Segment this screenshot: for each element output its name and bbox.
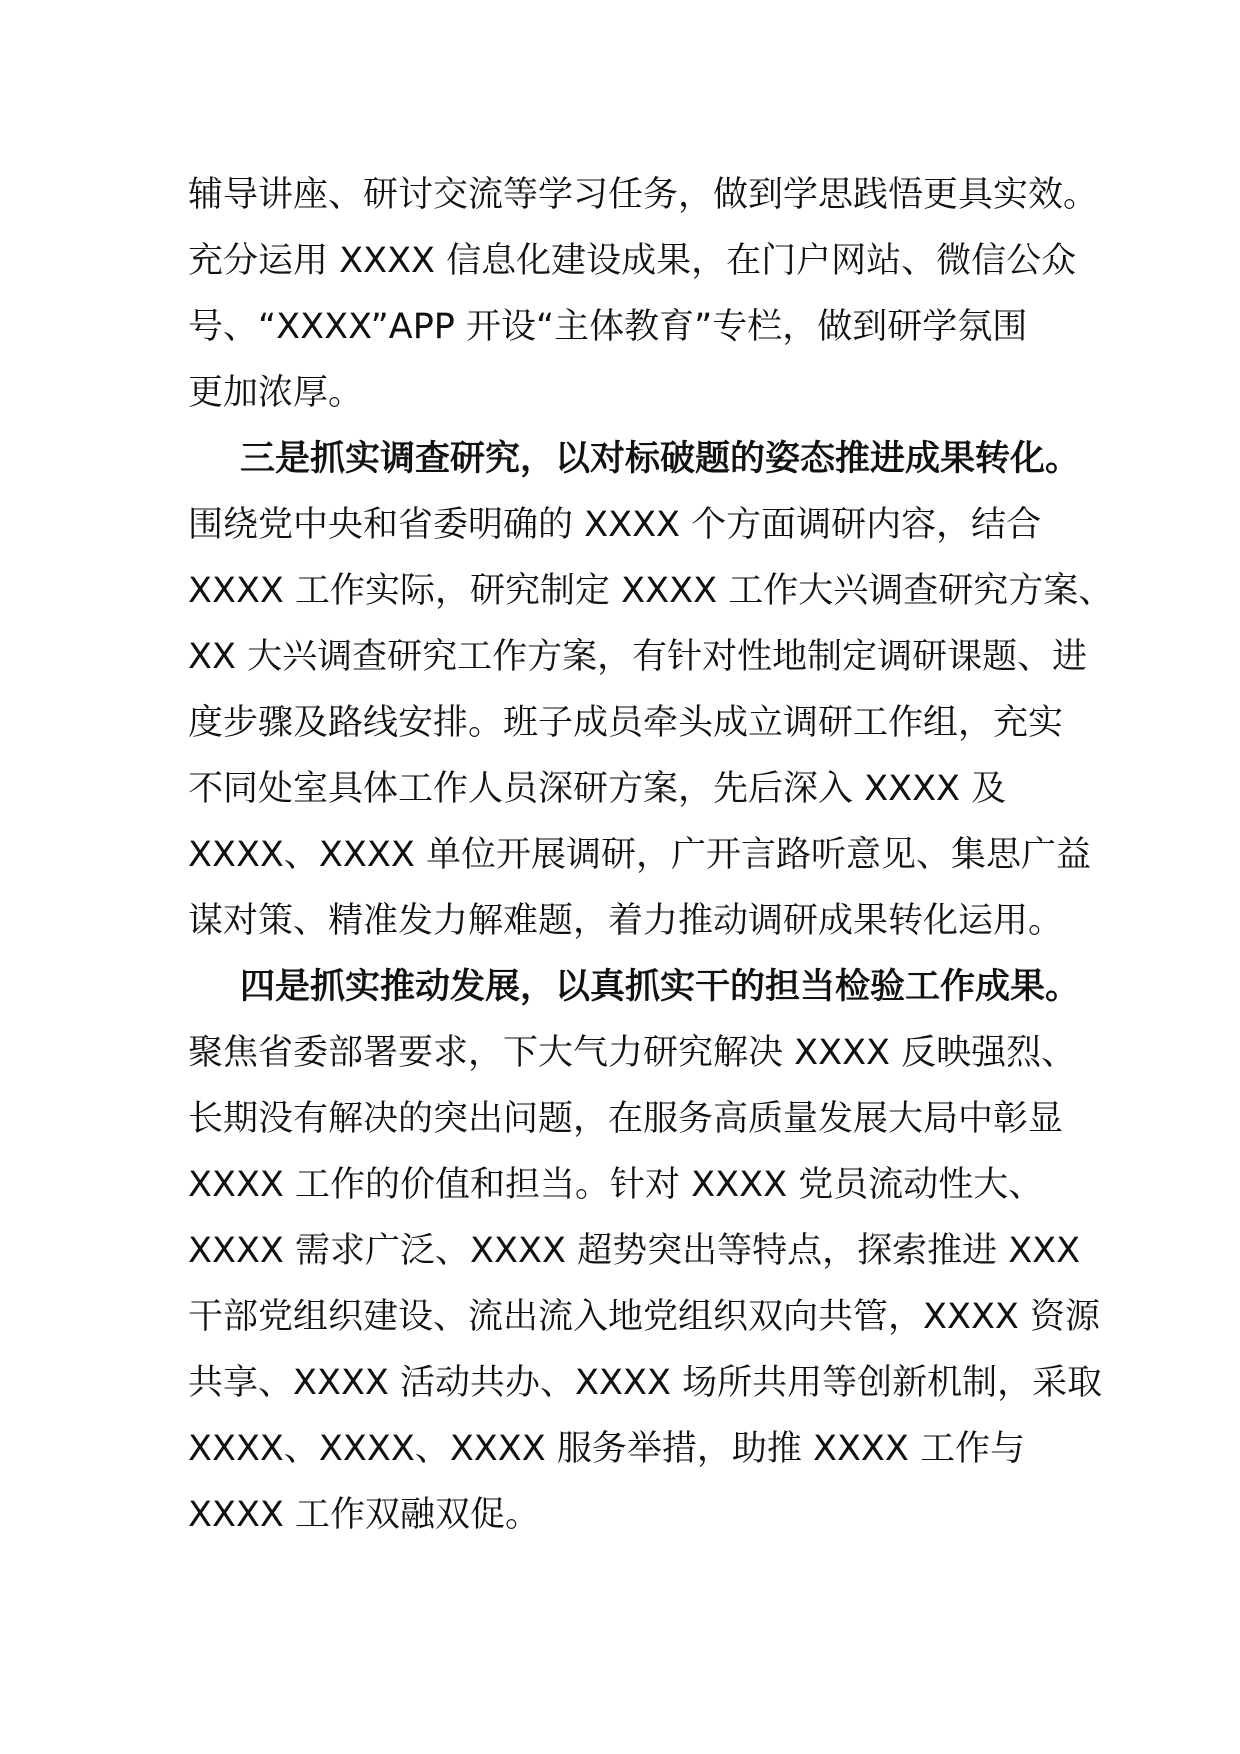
section-heading: 三是抓实调查研究，以对标破题的姿态推进成果转化。: [240, 439, 1081, 479]
body-line: 聚焦省委部署要求，下大气力研究解决 XXXX 反映强烈、: [188, 1033, 1077, 1073]
body-line: XXXX、XXXX 单位开展调研，广开言路听意见、集思广益: [188, 835, 1091, 875]
body-line: XXXX 工作实际，研究制定 XXXX 工作大兴调查研究方案、: [188, 571, 1114, 611]
body-line: 围绕党中央和省委明确的 XXXX 个方面调研内容，结合: [188, 505, 1042, 545]
body-line: 不同处室具体工作人员深研方案，先后深入 XXXX 及: [188, 769, 1007, 809]
body-line: 充分运用 XXXX 信息化建设成果，在门户网站、微信公众: [188, 241, 1077, 281]
body-line: 号、“XXXX”APP 开设“主体教育”专栏，做到研学氛围: [188, 307, 1028, 347]
body-line: 干部党组织建设、流出流入地党组织双向共管，XXXX 资源: [188, 1297, 1101, 1337]
body-line: 更加浓厚。: [188, 373, 364, 413]
body-line: XXXX 工作双融双促。: [188, 1495, 541, 1535]
body-line: 长期没有解决的突出问题，在服务高质量发展大局中彰显: [188, 1099, 1064, 1139]
body-line: 谋对策、精准发力解难题，着力推动调研成果转化运用。: [188, 901, 1064, 941]
body-line: XXXX 工作的价值和担当。针对 XXXX 党员流动性大、: [188, 1165, 1044, 1205]
body-line: 度步骤及路线安排。班子成员牵头成立调研工作组，充实: [188, 703, 1064, 743]
body-line: XX 大兴调查研究工作方案，有针对性地制定调研课题、进: [188, 637, 1088, 677]
section-heading: 四是抓实推动发展，以真抓实干的担当检验工作成果。: [240, 967, 1081, 1007]
body-line: 辅导讲座、研讨交流等学习任务，做到学思践悟更具实效。: [188, 175, 1099, 215]
body-line: XXXX、XXXX、XXXX 服务举措，助推 XXXX 工作与: [188, 1429, 1026, 1469]
document-body: [188, 162, 1114, 1548]
body-line: XXXX 需求广泛、XXXX 超势突出等特点，探索推进 XXX: [188, 1231, 1081, 1271]
body-line: 共享、XXXX 活动共办、XXXX 场所共用等创新机制，采取: [188, 1363, 1103, 1403]
